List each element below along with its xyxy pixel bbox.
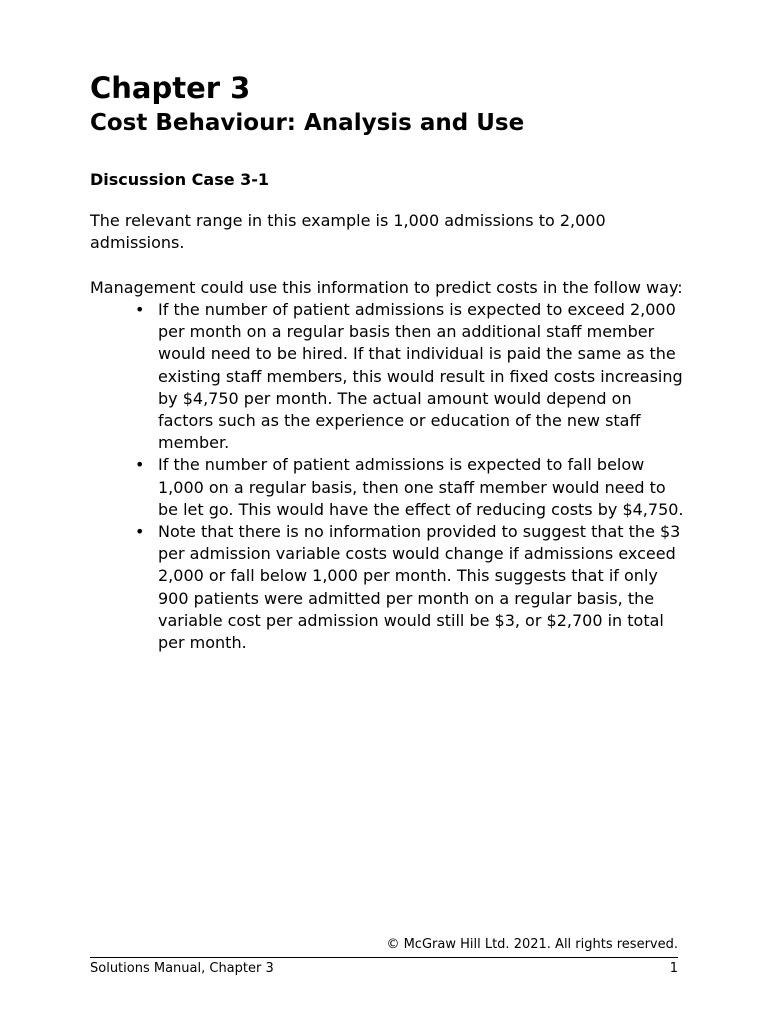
footer-document-title: Solutions Manual, Chapter 3 [90, 961, 274, 976]
bullet-icon: • [135, 455, 145, 475]
bullet-list [135, 299, 686, 654]
intro-paragraph: The relevant range in this example is 1,000 admissions to 2,000 admissions. [90, 211, 606, 253]
bullet-icon: • [135, 300, 145, 319]
lead-paragraph: Management could use this information to predict costs in the follow way: [90, 278, 683, 297]
list-item [135, 299, 686, 454]
list-item-text: If the number of patient admissions is expected to exceed 2,000 per month on a regular basis then an additional staff member would need to be hired. If that individual is paid the same as the existing staff members, this would result in fixed costs increasing by $4,750 per month. The actual amount would depend on factors such as the experience or education of the new staff member. [158, 300, 683, 453]
list-item-text: Note that there is no information provided to suggest that the $3 per admission variable costs would change if admissions exceed 2,000 or fall below 1,000 per month. This suggests that if only 900 patients were admitted per month on a regular basis, the variable cost per admission would still be $3, or $2,700 in total per month. [158, 522, 681, 653]
copyright-notice: © McGraw Hill Ltd. 2021. All rights reserved. [386, 937, 678, 952]
section-heading: Discussion Case 3-1 [90, 170, 270, 189]
footer-divider [90, 957, 678, 958]
chapter-title: Chapter 3 [90, 71, 251, 105]
page-number: 1 [669, 961, 678, 976]
bullet-icon: • [135, 522, 145, 542]
list-item [135, 521, 686, 654]
chapter-subtitle: Cost Behaviour: Analysis and Use [90, 110, 525, 136]
list-item [135, 454, 686, 521]
list-item-text: If the number of patient admissions is expected to fall below 1,000 on a regular basis, then one staff member would need to be let go. This would have the effect of reducing costs by $4,750. [158, 455, 684, 519]
